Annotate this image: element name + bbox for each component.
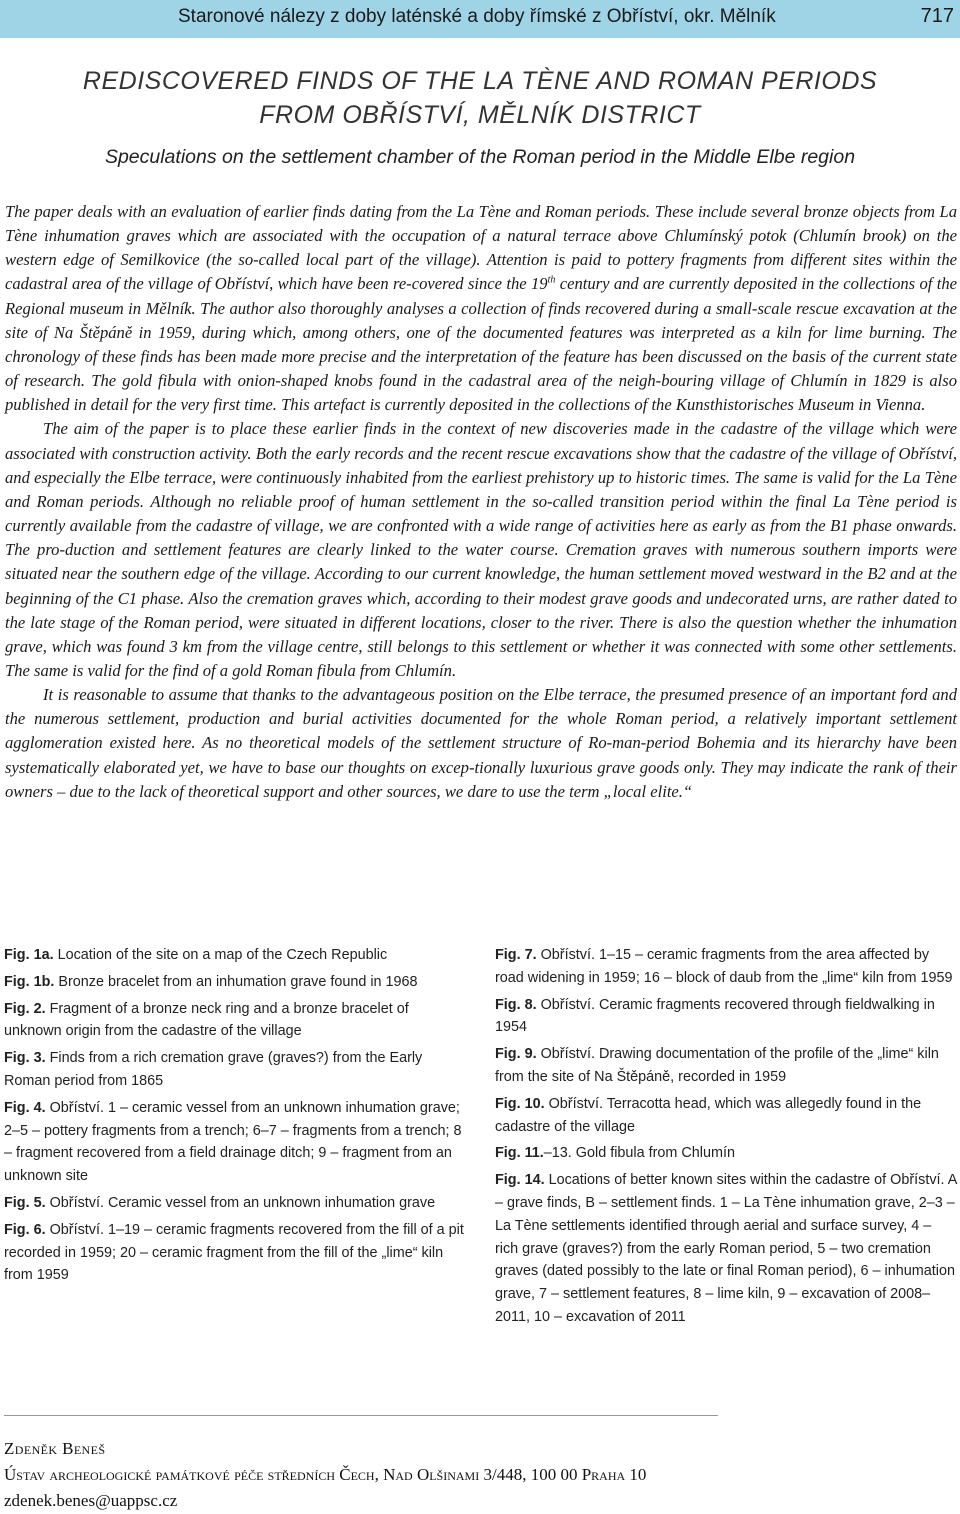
figure-caption: [4, 1192, 470, 1215]
figure-label: Fig. 6.: [4, 1221, 46, 1238]
figure-label: Fig. 1a.: [4, 947, 54, 963]
figure-label: Fig. 10.: [495, 1095, 545, 1112]
figure-caption-text: Obříství. Ceramic vessel from an unknown inhumation grave: [45, 1194, 436, 1211]
article-subtitle: Speculations on the settlement chamber of the Roman period in the Middle Elbe region: [104, 146, 856, 168]
figure-label: Fig. 11.: [495, 1145, 544, 1162]
figure-captions-left: [4, 944, 470, 1291]
figure-caption: [495, 994, 957, 1040]
figure-caption-text: Obříství. 1 – ceramic vessel from an unknown inhumation grave; 2–5 – pottery fragments from a trench; 6–7 – fragments from a trench; 8 – fragment recovered from a field drainage ditch; 9 – fragment from an unknown site: [4, 1099, 462, 1185]
figure-caption: [495, 1043, 957, 1089]
figure-caption-text: –13. Gold fibula from Chlumín: [543, 1145, 735, 1162]
abstract-p1-part-a: The paper deals with an evaluation of earlier finds dating from the La Tène and Roman periods. These include several bronze objects from La Tène inhumation graves which are associated with the occupation of a natural terrace above Chlumínský potok (Chlumín brook) on the western edge of Semilkovice (the so-called local part of the village). Attention is paid to pottery fragments from different sites within the cadastral area of the village of Obříství, which have been re-covered since the 19: [5, 202, 957, 294]
running-header-title: Staronové nálezy z doby laténské a doby římské z Obříství, okr. Mělník: [178, 6, 776, 27]
abstract-paragraph-3: It is reasonable to assume that thanks to the advantageous position on the Elbe terrace, the presumed presence of an important ford and the numerous settlement, production and burial activities documented for the whole Roman period, a relatively important settlement agglomeration existed here. As no theoretical models of the settlement structure of Ro-man-period Bohemia and its hierarchy have been systematically elaborated yet, we have to base our thoughts on excep-tionally luxurious grave goods only. They may indicate the rank of their owners – due to the lack of theoretical support and other sources, we dare to use the term „local elite.“: [5, 685, 957, 801]
figure-caption: [495, 1093, 957, 1139]
figure-caption: [4, 971, 470, 994]
abstract-p1-part-b: century and are currently deposited in the collections of the Regional museum in Mělník. The author also thoroughly analyses a collection of finds recovered during a small-scale rescue excavation at the site of Na Štěpáně in 1959, during which, among others, one of the documented features was interpreted as a kiln for lime burning. The chronology of these finds has been made more precise and the interpretation of the feature has been discussed on the basis of the current state of research. The gold fibula with onion-shaped knobs found in the cadastral area of the neigh-bouring village of Chlumín in 1829 is also published in detail for the very first time. This artefact is currently deposited in the collections of the Kunsthistorisches Museum in Vienna.: [5, 274, 957, 415]
figure-label: Fig. 7.: [495, 947, 537, 963]
author-email[interactable]: zdenek.benes@uappsc.cz: [4, 1491, 178, 1510]
figure-label: Fig. 8.: [495, 996, 537, 1013]
article-title-line-2: FROM OBŘÍSTVÍ, MĚLNÍK DISTRICT: [259, 101, 701, 129]
abstract-p1-superscript: th: [547, 274, 556, 286]
figure-label: Fig. 2.: [4, 1000, 46, 1017]
figure-label: Fig. 5.: [4, 1194, 46, 1211]
figure-caption: [4, 1219, 470, 1287]
figure-caption-text: Obříství. 1–19 – ceramic fragments recovered from the fill of a pit recorded in 1959; 20 – ceramic fragment from the fill of the „lime“ kiln from 1959: [4, 1221, 464, 1284]
figure-label: Fig. 3.: [4, 1050, 46, 1067]
author-affiliation: Ústav archeologické památkové péče středních Čech, Nad Olšinami 3/448, 100 00 Praha 10: [4, 1465, 647, 1484]
figure-label: Fig. 9.: [495, 1046, 537, 1063]
figure-caption-text: Finds from a rich cremation grave (graves?) from the Early Roman period from 1865: [4, 1050, 423, 1089]
figure-caption-text: Locations of better known sites within the cadastre of Obříství. A – grave finds, B – settlement finds. 1 – La Tène inhumation grave, 2–3 – La Tène settlements identified through aerial and surface survey, 4 – rich grave (graves?) from the early Roman period, 5 – two cremation graves (dated possibly to the late or final Roman period), 6 – inhumation grave, 7 – settlement features, 8 – lime kiln, 9 – excavation of 2008–2011, 10 – excavation of 2011: [495, 1172, 957, 1325]
figure-label: Fig. 4.: [4, 1099, 46, 1116]
article-title-block: [0, 64, 960, 172]
author-block: [4, 1436, 646, 1514]
figure-caption: [4, 1047, 470, 1093]
figure-caption-text: Obříství. 1–15 – ceramic fragments from the area affected by road widening in 1959; 16 – block of daub from the „lime“ kiln from 1959: [495, 947, 953, 986]
abstract: [5, 200, 957, 804]
figure-caption-text: Obříství. Terracotta head, which was allegedly found in the cadastre of the village: [495, 1095, 922, 1135]
figure-label: Fig. 14.: [495, 1172, 545, 1189]
footer-divider: [4, 1415, 718, 1416]
figure-caption-text: Location of the site on a map of the Czech Republic: [53, 947, 388, 963]
figure-label: Fig. 1b.: [4, 973, 55, 990]
figure-caption-text: Obříství. Drawing documentation of the profile of the „lime“ kiln from the site of Na Štěpáně, recorded in 1959: [495, 1046, 939, 1085]
figure-caption: [4, 944, 470, 967]
figure-caption: [495, 1169, 957, 1329]
author-name: Zdeněk Beneš: [4, 1439, 106, 1458]
figure-caption-text: Fragment of a bronze neck ring and a bronze bracelet of unknown origin from the cadastre of the village: [4, 1000, 409, 1040]
figure-caption: [495, 1142, 957, 1165]
figure-caption-text: Obříství. Ceramic fragments recovered through fieldwalking in 1954: [495, 996, 935, 1036]
figure-caption-text: Bronze bracelet from an inhumation grave found in 1968: [54, 973, 418, 990]
figure-caption: [4, 1097, 470, 1188]
figure-caption: [495, 944, 957, 990]
page-number: 717: [920, 5, 954, 27]
figure-caption: [4, 998, 470, 1044]
article-title-line-1: REDISCOVERED FINDS OF THE LA TÈNE AND ROMAN PERIODS: [82, 67, 878, 95]
running-header: [0, 0, 960, 38]
abstract-paragraph-2: The aim of the paper is to place these earlier finds in the context of new discoveries made in the cadastre of the village which were associated with construction activity. Both the early records and the recent rescue excavations show that the cadastre of the village of Obříství, and especially the Elbe terrace, were continuously inhabited from the earliest prehistory up to historic times. The same is valid for the La Tène and Roman periods. Although no reliable proof of human settlement in the so-called transition period within the final La Tène period is currently available from the cadastre of village, we are confronted with a wide range of activities here as early as from the B1 phase onwards. The pro-duction and settlement features are clearly linked to the water course. Cremation graves with numerous southern imports were situated near the southern edge of the village. According to our current knowledge, the human settlement moved westward in the B2 and at the beginning of the C1 phase. Also the cremation graves which, according to their modest grave goods and undecorated urns, are rather dated to the late stage of the Roman period, were situated in different locations, closer to the river. There is also the question whether the inhumation grave, which was found 3 km from the village centre, still belongs to this settlement or whether it was connected with some other settlements. The same is valid for the find of a gold Roman fibula from Chlumín.: [5, 419, 957, 680]
figure-captions-right: [495, 944, 957, 1333]
abstract-paragraph-1: [5, 200, 957, 417]
